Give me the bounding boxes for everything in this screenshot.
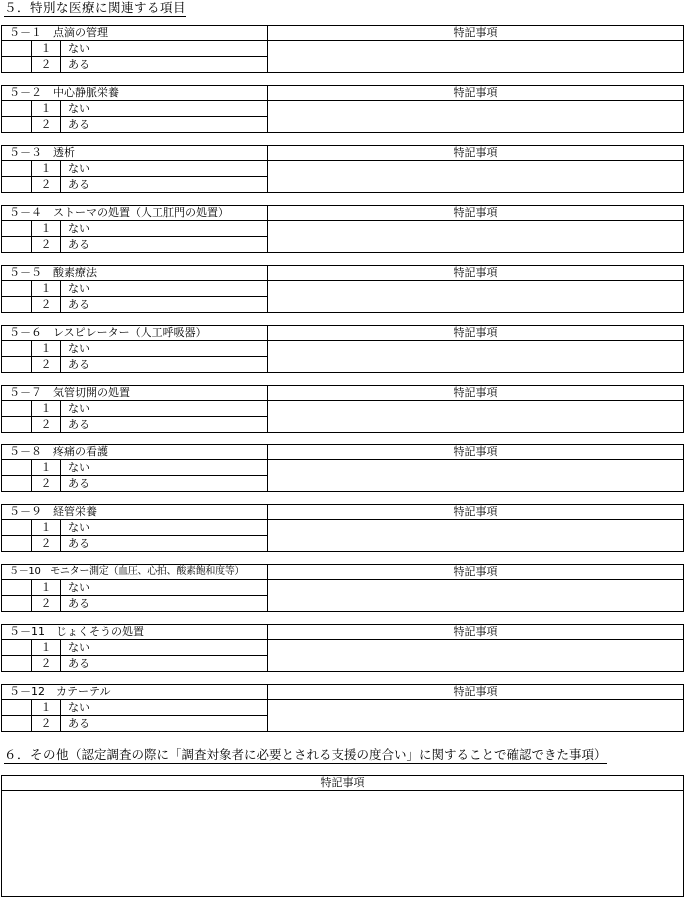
notes-label: 特記事項 [453, 505, 498, 518]
option-label: ある [68, 238, 90, 251]
notes-label: 特記事項 [453, 565, 498, 578]
option-label: ある [68, 537, 90, 550]
option-label: ある [68, 298, 90, 311]
option-number: １ [31, 460, 61, 475]
notes-label: 特記事項 [453, 625, 498, 638]
item-title: ５－２ 中心静脈栄養 [9, 86, 119, 99]
option-number: ２ [31, 476, 61, 492]
option-row-none[interactable] [2, 101, 267, 117]
option-row-none[interactable] [2, 341, 267, 357]
option-number: ２ [31, 596, 61, 612]
item-5-1 [1, 25, 684, 73]
option-row-yes[interactable] [2, 536, 267, 552]
option-number: ２ [31, 417, 61, 433]
notes-label: 特記事項 [453, 26, 498, 39]
item-5-5 [1, 265, 684, 313]
option-label: ない [68, 162, 90, 175]
option-number: １ [31, 161, 61, 176]
option-number: １ [31, 221, 61, 236]
option-number: １ [31, 640, 61, 655]
option-row-none[interactable] [2, 161, 267, 177]
item-5-2 [1, 85, 684, 133]
item-5-6 [1, 325, 684, 373]
option-row-none[interactable] [2, 520, 267, 536]
notes-label: 特記事項 [453, 266, 498, 279]
notes-label: 特記事項 [453, 206, 498, 219]
option-row-none[interactable] [2, 700, 267, 716]
option-number: ２ [31, 297, 61, 313]
option-row-yes[interactable] [2, 357, 267, 373]
option-number: １ [31, 401, 61, 416]
option-number: １ [31, 341, 61, 356]
option-label: ある [68, 477, 90, 490]
option-number: ２ [31, 656, 61, 672]
option-label: ある [68, 118, 90, 131]
option-number: １ [31, 580, 61, 595]
option-label: ない [68, 581, 90, 594]
item-title: ５－11 じょくそうの処置 [9, 625, 144, 638]
option-row-yes[interactable] [2, 417, 267, 433]
option-number: ２ [31, 536, 61, 552]
option-row-yes[interactable] [2, 596, 267, 612]
section6-notes-box [1, 775, 684, 897]
option-label: ある [68, 717, 90, 730]
option-label: ない [68, 461, 90, 474]
option-row-none[interactable] [2, 221, 267, 237]
option-number: １ [31, 520, 61, 535]
option-row-yes[interactable] [2, 177, 267, 193]
notes-label: 特記事項 [453, 326, 498, 339]
option-row-none[interactable] [2, 401, 267, 417]
item-title: ５－４ ストーマの処置（人工肛門の処置） [9, 206, 229, 219]
option-number: ２ [31, 117, 61, 133]
option-row-yes[interactable] [2, 117, 267, 133]
option-label: ある [68, 178, 90, 191]
option-label: ない [68, 282, 90, 295]
item-title: ５－５ 酸素療法 [9, 266, 97, 279]
section6-subtitle: （認定調査の際に「調査対象者に必要とされる支援の度合い」に関することで確認できた事項） [69, 747, 607, 762]
option-row-yes[interactable] [2, 656, 267, 672]
item-5-10 [1, 564, 684, 612]
notes-label: 特記事項 [2, 776, 683, 791]
notes-label: 特記事項 [453, 146, 498, 159]
option-label: ない [68, 42, 90, 55]
item-title: ５－９ 経管栄養 [9, 505, 97, 518]
option-row-none[interactable] [2, 41, 267, 57]
option-label: ある [68, 418, 90, 431]
section6-notes-area[interactable] [2, 791, 683, 896]
notes-label: 特記事項 [453, 86, 498, 99]
option-row-yes[interactable] [2, 237, 267, 253]
item-title: ５－６ レスピレーター（人工呼吸器） [9, 326, 207, 339]
section5-title: ５．特別な医療に関連する項目 [4, 0, 187, 15]
option-number: １ [31, 41, 61, 56]
option-row-yes[interactable] [2, 476, 267, 492]
item-title: ５－10 モニター測定（血圧、心拍、酸素飽和度等） [9, 566, 245, 577]
option-label: ある [68, 597, 90, 610]
option-row-none[interactable] [2, 640, 267, 656]
option-label: ない [68, 102, 90, 115]
notes-label: 特記事項 [453, 685, 498, 698]
option-label: ある [68, 657, 90, 670]
item-title: ５－８ 疼痛の看護 [9, 445, 108, 458]
item-5-3 [1, 145, 684, 193]
option-label: ない [68, 402, 90, 415]
option-number: ２ [31, 716, 61, 732]
item-title: ５－７ 気管切開の処置 [9, 386, 130, 399]
option-row-none[interactable] [2, 281, 267, 297]
item-5-8 [1, 444, 684, 492]
option-label: ない [68, 342, 90, 355]
option-row-yes[interactable] [2, 57, 267, 73]
item-title: ５－３ 透析 [9, 146, 75, 159]
option-number: ２ [31, 177, 61, 193]
option-number: １ [31, 700, 61, 715]
item-title: ５－１ 点滴の管理 [9, 26, 108, 39]
option-label: ある [68, 358, 90, 371]
option-label: ある [68, 58, 90, 71]
item-5-9 [1, 504, 684, 552]
item-5-12 [1, 684, 684, 732]
option-label: ない [68, 222, 90, 235]
option-number: ２ [31, 357, 61, 373]
option-number: １ [31, 281, 61, 296]
item-5-7 [1, 385, 684, 433]
notes-label: 特記事項 [453, 386, 498, 399]
option-number: ２ [31, 57, 61, 73]
notes-label: 特記事項 [453, 445, 498, 458]
option-label: ない [68, 521, 90, 534]
section6-title: ６．その他（認定調査の際に「調査対象者に必要とされる支援の度合い」に関することで確認できた事項） [4, 747, 607, 762]
option-label: ない [68, 641, 90, 654]
option-number: ２ [31, 237, 61, 253]
option-row-yes[interactable] [2, 297, 267, 313]
option-number: １ [31, 101, 61, 116]
option-row-yes[interactable] [2, 716, 267, 732]
item-5-4 [1, 205, 684, 253]
item-title: ５－12 カテーテル [9, 685, 111, 698]
option-label: ない [68, 701, 90, 714]
option-row-none[interactable] [2, 580, 267, 596]
item-5-11 [1, 624, 684, 672]
option-row-none[interactable] [2, 460, 267, 476]
